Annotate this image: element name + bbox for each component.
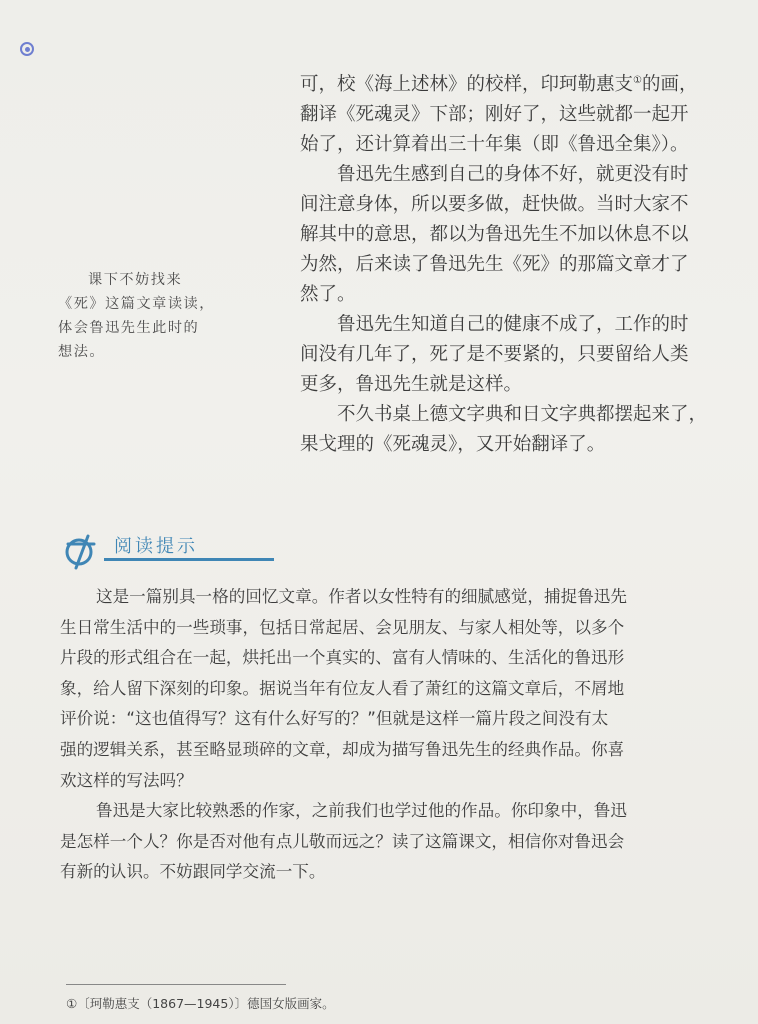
paragraph-3 — [300, 310, 750, 400]
side-note-line: 想法。 — [58, 344, 106, 360]
reading-line: 生日常生活中的一些琐事，包括日常起居、会见朋友、与家人相处等，以多个 — [60, 617, 625, 637]
reading-line: 评价说：“这也值得写？这有什么好写的？”但就是这样一篇片段之间没有太 — [60, 709, 609, 729]
footnote-marker[interactable]: ① — [633, 74, 642, 86]
side-note-line: 《死》这篇文章读读， — [58, 296, 215, 312]
side-note-line: 课下不妨找来 — [88, 272, 183, 288]
text-line: 果戈理的《死魂灵》，又开始翻译了。 — [300, 434, 606, 455]
reading-tips-header — [62, 530, 232, 570]
text-line: 解其中的意思，都以为鲁迅先生不加以休息不以 — [300, 224, 689, 245]
text-line: 间没有几年了，死了是不要紧的，只要留给人类 — [300, 344, 689, 365]
main-text — [300, 70, 750, 460]
text-segment: 可，校《海上述林》的校样，印珂勒惠支 — [300, 74, 634, 95]
reading-line: 有新的认识。不妨跟同学交流一下。 — [60, 862, 326, 882]
text-line: 不久书桌上德文字典和日文字典都摆起来了， — [337, 404, 708, 425]
reading-line: 鲁迅是大家比较熟悉的作家，之前我们也学过他的作品。你印象中，鲁迅 — [96, 801, 627, 821]
reading-tips-title: 阅读提示 — [114, 536, 198, 557]
paragraph-4 — [300, 400, 750, 460]
side-note-line: 体会鲁迅先生此时的 — [58, 320, 200, 336]
reading-tips-icon — [62, 530, 102, 570]
reading-line: 欢这样的写法吗？ — [60, 770, 193, 790]
text-segment: 的画， — [641, 74, 698, 95]
text-line: 间注意身体，所以要多做，赶快做。当时大家不 — [300, 194, 689, 215]
text-line: 鲁迅先生感到自己的身体不好，就更没有时 — [337, 164, 689, 185]
text-line: 然了。 — [300, 284, 356, 305]
circle-dot-icon — [20, 42, 34, 56]
paragraph-1 — [300, 70, 750, 160]
reading-tips-underline — [104, 558, 274, 561]
reading-tips-body — [60, 582, 740, 888]
text-line: 鲁迅先生知道自己的健康不成了，工作的时 — [337, 314, 689, 335]
reading-line: 象，给人留下深刻的印象。据说当年有位友人看了萧红的这篇文章后，不屑地 — [60, 678, 625, 698]
paragraph-2 — [300, 160, 750, 310]
text-line: 更多，鲁迅先生就是这样。 — [300, 374, 523, 395]
side-note — [58, 268, 258, 364]
reading-line: 是怎样一个人？你是否对他有点儿敬而远之？读了这篇课文，相信你对鲁迅会 — [60, 831, 625, 851]
text-line: 始了，还计算着出三十年集（即《鲁迅全集》）。 — [300, 134, 689, 155]
reading-line: 这是一篇别具一格的回忆文章。作者以女性特有的细腻感觉，捕捉鲁迅先 — [96, 587, 627, 606]
text-line: 翻译《死魂灵》下部；刚好了，这些就都一起开 — [300, 104, 689, 125]
footnote-divider — [66, 984, 286, 985]
reading-line: 片段的形式组合在一起，烘托出一个真实的、富有人情味的、生活化的鲁迅形 — [60, 648, 625, 668]
footnote: ①〔珂勒惠支（1867—1945）〕德国女版画家。 — [66, 996, 335, 1011]
text-line — [300, 70, 750, 100]
reading-line: 强的逻辑关系，甚至略显琐碎的文章，却成为描写鲁迅先生的经典作品。你喜 — [60, 739, 625, 759]
text-line: 为然，后来读了鲁迅先生《死》的那篇文章才了 — [300, 254, 689, 275]
